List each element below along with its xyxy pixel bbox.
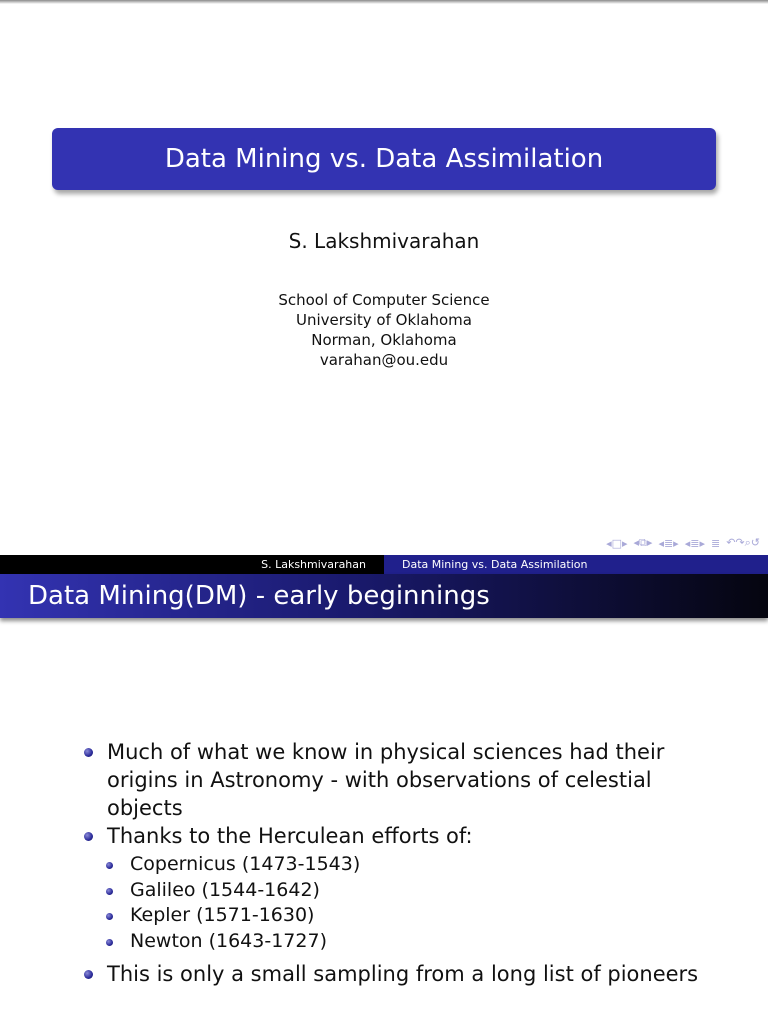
footline-author-box — [0, 555, 384, 574]
navigation-symbols — [606, 536, 760, 550]
sub-bullet-text: Kepler (1571-1630) — [130, 904, 315, 926]
slide-content — [84, 738, 724, 988]
bullet-icon — [84, 832, 93, 841]
sub-bullet-icon — [106, 888, 113, 895]
affiliation-email: varahan@ou.edu — [319, 351, 449, 369]
title-block — [52, 128, 716, 190]
sub-bullet-icon — [106, 913, 113, 920]
bullet-item — [84, 822, 724, 850]
author-name: S. Lakshmivarahan — [288, 229, 480, 253]
nav-prev-section-icon[interactable]: ◂≣▸ — [658, 536, 679, 550]
nav-prev-frame-icon[interactable]: ◂□▸ — [606, 536, 628, 550]
bullet-item — [84, 738, 724, 822]
sub-bullet-item — [106, 878, 724, 904]
sub-bullet-item — [106, 903, 724, 929]
bullet-icon — [84, 748, 93, 757]
bullet-text: This is only a small sampling from a long list of pioneers — [107, 962, 699, 986]
sub-bullet-icon — [106, 862, 113, 869]
nav-prev-subsection-icon[interactable]: ◂⧉▸ — [633, 536, 653, 549]
frame-title: Data Mining(DM) - early beginnings — [28, 581, 490, 611]
bullet-text: Much of what we know in physical sciences had their origins in Astronomy - with observations of celestial objects — [107, 740, 665, 820]
footline-title: Data Mining vs. Data Assimilation — [402, 558, 588, 571]
bullet-text: Thanks to the Herculean efforts of: — [107, 824, 473, 848]
presentation-title: Data Mining vs. Data Assimilation — [164, 144, 604, 174]
affiliation-line: University of Oklahoma — [295, 311, 472, 329]
affiliation-block — [0, 290, 768, 370]
nav-next-section-icon[interactable]: ◂≣▸ — [684, 536, 705, 550]
bullet-icon — [84, 970, 93, 979]
footline-title-box — [384, 555, 768, 574]
affiliation-line: School of Computer Science — [278, 291, 490, 309]
footline — [0, 555, 768, 574]
sub-bullet-list — [84, 852, 724, 954]
sub-bullet-item — [106, 852, 724, 878]
top-edge-shadow — [0, 0, 768, 4]
sub-bullet-text: Newton (1643-1727) — [130, 929, 327, 952]
sub-bullet-text: Copernicus (1473-1543) — [130, 853, 361, 875]
nav-appendix-icon[interactable]: ≣ — [710, 536, 721, 550]
affiliation-line: Norman, Oklahoma — [311, 331, 457, 349]
footline-author: S. Lakshmivarahan — [261, 558, 366, 571]
nav-search-icon[interactable]: ↶↷⌕↺ — [726, 536, 760, 549]
sub-bullet-icon — [106, 939, 113, 946]
frame-title-bar — [0, 574, 768, 618]
sub-bullet-item — [106, 929, 724, 955]
sub-bullet-text: Galileo (1544-1642) — [130, 878, 320, 901]
bullet-item — [84, 960, 724, 988]
